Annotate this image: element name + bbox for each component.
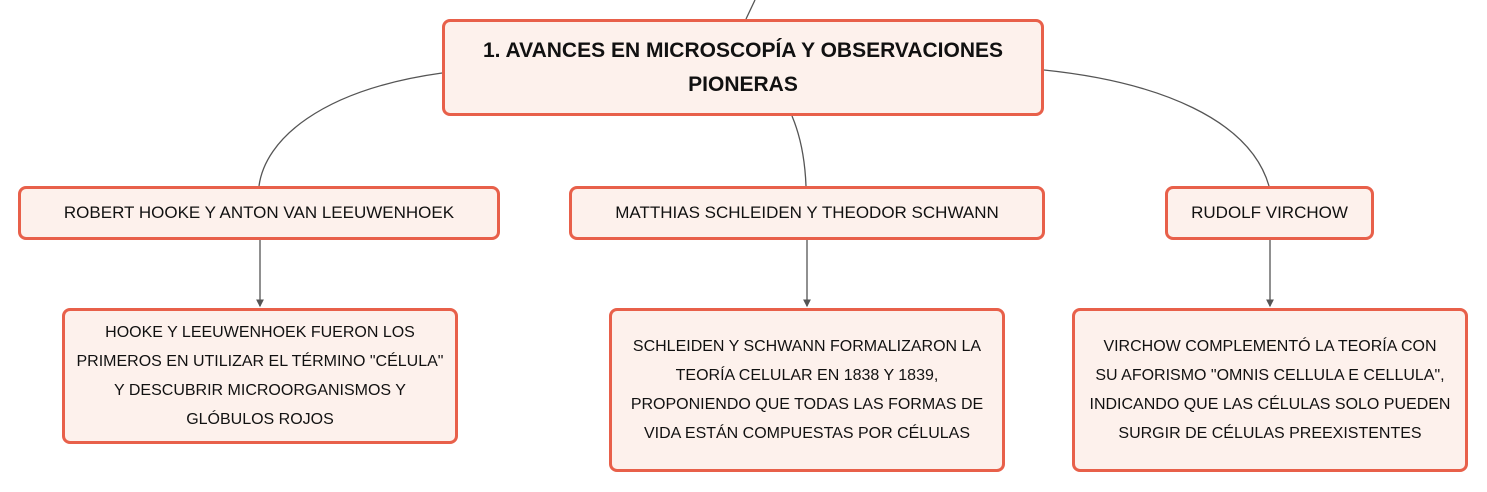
connector-root-to-virchow (1044, 70, 1269, 186)
branch-title: MATTHIAS SCHLEIDEN Y THEODOR SCHWANN (615, 203, 999, 222)
detail-node-schleiden-schwann[interactable] (609, 308, 1005, 472)
detail-node-hooke-leeuwenhoek[interactable] (62, 308, 458, 444)
branch-title: RUDOLF VIRCHOW (1191, 203, 1348, 222)
connector-parent-to-root (746, 0, 755, 19)
detail-line: VIRCHOW COMPLEMENTÓ LA TEORÍA CON (1103, 338, 1437, 355)
detail-text (1090, 332, 1451, 448)
branch-node-virchow[interactable] (1165, 186, 1374, 240)
branch-node-schleiden-schwann[interactable] (569, 186, 1045, 240)
detail-line: PROPONIENDO QUE TODAS LAS FORMAS DE (630, 396, 984, 413)
detail-text (631, 332, 983, 448)
central-topic-line-1: 1. AVANCES EN MICROSCOPÍA Y OBSERVACIONES (482, 38, 1004, 62)
connector-root-to-hooke (259, 73, 442, 186)
detail-line: SU AFORISMO "OMNIS CELLULA E CELLULA", (1095, 367, 1445, 384)
detail-line: HOOKE Y LEEUWENHOEK FUERON LOS (105, 324, 415, 341)
detail-text (77, 318, 444, 434)
detail-node-virchow[interactable] (1072, 308, 1468, 472)
central-topic-text (483, 34, 1003, 102)
detail-line: SURGIR DE CÉLULAS PREEXISTENTES (1118, 425, 1422, 442)
connector-root-to-schleiden (792, 116, 806, 186)
detail-line: Y DESCUBRIR MICROORGANISMOS Y (114, 382, 406, 399)
detail-line: INDICANDO QUE LAS CÉLULAS SOLO PUEDEN (1089, 396, 1451, 413)
branch-node-hooke-leeuwenhoek[interactable] (18, 186, 500, 240)
detail-line: TEORÍA CELULAR EN 1838 Y 1839, (675, 367, 939, 384)
branch-title: ROBERT HOOKE Y ANTON VAN LEEUWENHOEK (63, 203, 455, 222)
central-topic-line-2: PIONERAS (688, 72, 798, 96)
detail-line: GLÓBULOS ROJOS (186, 411, 334, 428)
detail-line: PRIMEROS EN UTILIZAR EL TÉRMINO "CÉLULA" (76, 353, 444, 370)
detail-line: SCHLEIDEN Y SCHWANN FORMALIZARON LA (632, 338, 982, 355)
central-topic-node[interactable] (442, 19, 1044, 116)
detail-line: VIDA ESTÁN COMPUESTAS POR CÉLULAS (643, 425, 970, 442)
